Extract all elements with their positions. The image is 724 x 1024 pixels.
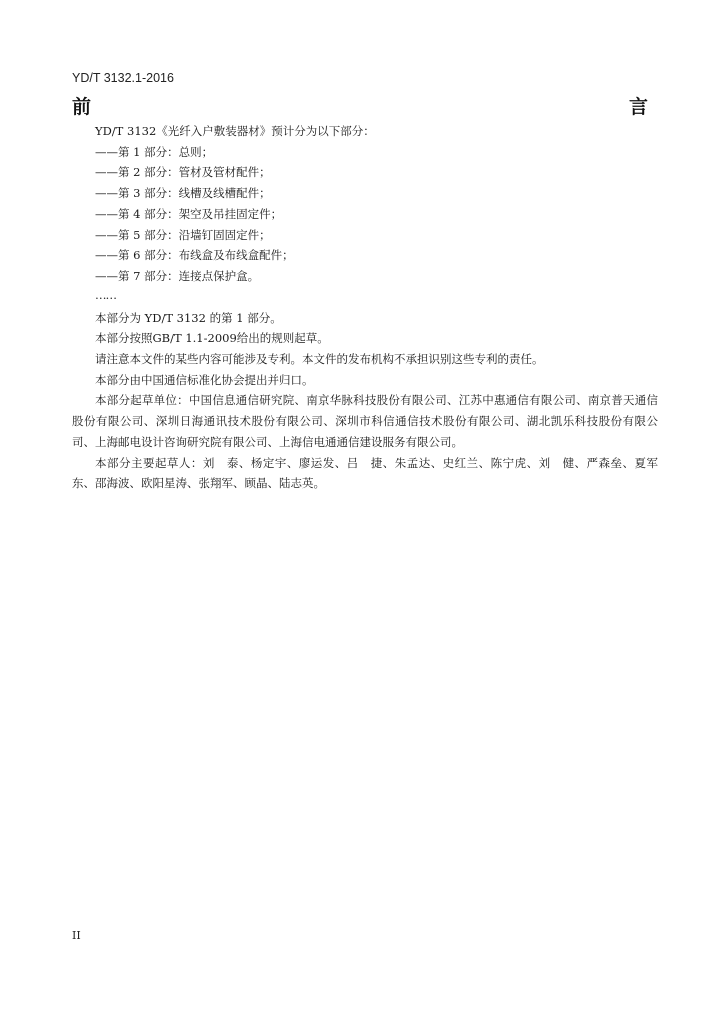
- statement-paragraphs: [72, 308, 658, 391]
- paragraph: 本部分按照GB/T 1.1-2009给出的规则起草。: [95, 331, 329, 346]
- list-item: ——第 1 部分：总则；: [95, 144, 214, 159]
- parts-list: [72, 142, 658, 287]
- foreword-heading: [72, 92, 648, 118]
- foreword-body: [72, 121, 658, 494]
- list-item: ——第 6 部分：布线盒及布线盒配件；: [95, 248, 294, 263]
- paragraph: 本部分为 YD/T 3132 的第 1 部分。: [95, 310, 282, 325]
- list-item: ——第 5 部分：沿墙钉固固定件；: [95, 227, 271, 242]
- list-item: ——第 2 部分：管材及管材配件；: [95, 165, 271, 180]
- heading-char-left: 前: [72, 96, 92, 118]
- document-code: YD/T 3132.1-2016: [72, 71, 174, 85]
- list-item: ——第 4 部分：架空及吊挂固定件；: [95, 206, 283, 221]
- intro-paragraph: YD/T 3132《光纤入户敷装器材》预计分为以下部分：: [95, 124, 375, 138]
- drafting-units-paragraph: 本部分起草单位：中国信息通信研究院、南京华脉科技股份有限公司、江苏中惠通信有限公司、南京普天通信股份有限公司、深圳日海通讯技术股份有限公司、深圳市科信通信技术股份有限公司、湖北凯乐科技股份有限公司、上海邮电设计咨询研究院有限公司、上海信电通通信建设服务有限公司。: [72, 393, 658, 449]
- list-ellipsis: ……: [95, 287, 116, 302]
- drafters-paragraph: 本部分主要起草人：刘 泰、杨定宇、廖运发、吕 捷、朱孟达、史红兰、陈宁虎、刘 健、严森垒、夏军东、邵海波、欧阳星涛、张翔军、顾晶、陆志英。: [72, 455, 658, 491]
- page-number: II: [72, 929, 81, 942]
- list-item: ——第 7 部分：连接点保护盒。: [95, 268, 260, 283]
- paragraph: 本部分由中国通信标准化协会提出并归口。: [95, 372, 314, 387]
- heading-char-right: 言: [628, 96, 648, 118]
- paragraph: 请注意本文件的某些内容可能涉及专利。本文件的发布机构不承担识别这些专利的责任。: [95, 352, 544, 367]
- list-item: ——第 3 部分：线槽及线槽配件；: [95, 186, 271, 201]
